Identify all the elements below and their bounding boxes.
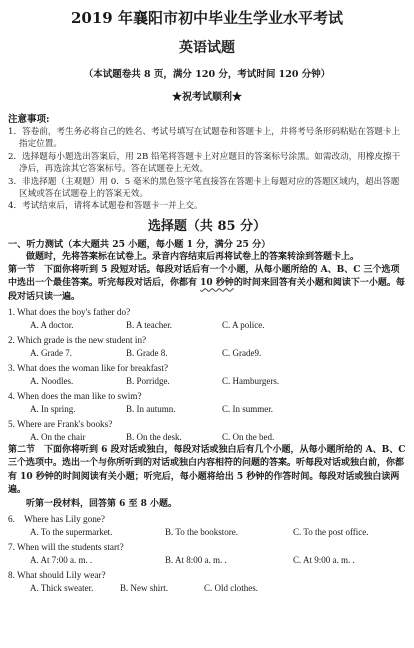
option-a: A. Thick sweater.	[30, 582, 94, 593]
question-2: 2. Which grade is the new student in?	[8, 335, 147, 346]
option-a: A. At 7:00 a. m. .	[30, 554, 93, 565]
question-3: 3. What does the woman like for breakfast?	[8, 363, 169, 374]
option-c: C. At 9:00 a. m. .	[293, 554, 355, 565]
attention-item: 3．非选择题（主观题）用 0．5 毫米的黑色签字笔直接答在答题卡上每题对应的答题区域内，超出答题区域或答在试题卷上的答案无效。	[8, 176, 400, 200]
question-1: 1. What does the boy's father do?	[8, 307, 131, 318]
good-luck-line: ★祝考试顺利★	[172, 92, 242, 103]
option-b: B. Grade 8.	[126, 348, 168, 359]
option-b: B. To the bookstore.	[165, 526, 238, 537]
option-c: C. Old clothes.	[204, 582, 258, 593]
question-7: 7. When will the students start?	[8, 541, 124, 552]
options-6	[8, 526, 406, 539]
question-4: 4. When does the man like to swim?	[8, 391, 142, 402]
listening-instruction: 做题时，先将答案标在试卷上。录音内容结束后再将试卷上的答案转涂到答题卡上。	[26, 251, 360, 262]
section1-heading-post: 的时间来回答有关小题和阅读下一小题。每段对话只读一遍。	[8, 278, 405, 302]
option-b: B. A teacher.	[126, 320, 172, 331]
attention-list	[8, 126, 406, 213]
section2-heading: 第二节 下面你将听到 6 段对话或独白，每段对话或独白后有几个小题，从每小题所给的 A、B、C 三个选项中。选出一个与你所听到的对话或独白内容相符的问题的答案。听每段对话或独白前，你都有 10 秒钟的时间阅读有关小题；听完后，每小题将给出 5 秒钟的作答时间。每段对话或独白读两遍。	[8, 445, 406, 496]
option-a: A. On the chair	[30, 432, 86, 443]
exam-title: 2019 年襄阳市初中毕业生学业水平考试	[71, 9, 343, 27]
listening-heading: 一、听力测试（本大题共 25 小题，每小题 1 分，满分 25 分）	[8, 238, 271, 250]
option-c: C. In summer.	[222, 404, 273, 415]
question-6: 6. Where has Lily gone?	[8, 513, 105, 524]
section1-heading-emphasis: 10 秒钟	[200, 278, 234, 289]
option-a: A. In spring.	[30, 404, 76, 415]
attention-item: 1．答卷前，考生务必将自己的姓名、考试号填写在试题卷和答题卡上，并将考号条形码粘贴在答题卡上指定位置。	[8, 127, 401, 150]
options-8	[8, 582, 406, 595]
option-a: A. To the supermarket.	[30, 526, 113, 537]
options-3	[8, 375, 406, 388]
section2-subheading: 听第一段材料，回答第 6 至 8 小题。	[26, 498, 178, 509]
question-8: 8. What should Lily wear?	[8, 569, 106, 580]
question-group-1	[8, 306, 406, 444]
option-a: A. Grade 7.	[30, 348, 72, 359]
exam-note: （本试题卷共 8 页，满分 120 分，考试时间 120 分钟）	[83, 69, 331, 80]
options-2	[8, 347, 406, 360]
option-a: A. A doctor.	[30, 320, 74, 331]
option-b: B. New shirt.	[120, 582, 168, 593]
attention-item: 4．考试结束后，请将本试题卷和答题卡一并上交。	[8, 201, 203, 212]
option-c: C. To the post office.	[293, 526, 369, 537]
option-c: C. Grade9.	[222, 348, 262, 359]
attention-heading: 注意事项:	[8, 114, 50, 125]
option-a: A. Noodles.	[30, 376, 74, 387]
option-b: B. In autumn.	[126, 404, 176, 415]
option-b: B. At 8:00 a. m. .	[165, 554, 227, 565]
option-c: C. A police.	[222, 320, 265, 331]
section-title: 选择题（共 85 分）	[147, 218, 267, 234]
section1-heading-pre: 第一节 下面你将听到 5 段短对话。每段对话后有一个小题，从每小题所给的 A、B、C 三个选项中选出一个最佳答案。听完每段对话后，你都有	[8, 264, 400, 289]
options-4	[8, 403, 406, 416]
options-1	[8, 319, 406, 332]
options-5	[8, 431, 406, 444]
question-group-2	[8, 513, 406, 595]
option-b: B. Porridge.	[126, 376, 170, 387]
options-7	[8, 554, 406, 567]
section1-heading	[8, 264, 406, 304]
question-5: 5. Where are Frank's books?	[8, 419, 113, 430]
option-c: C. On the bed.	[222, 432, 275, 443]
option-c: C. Hamburgers.	[222, 376, 280, 387]
attention-item: 2．选择题每小题选出答案后，用 2B 铅笔将答题卡上对应题目的答案标号涂黑。如需改动，用橡皮擦干净后，再选涂其它答案标号。答在试题卷上无效。	[8, 151, 401, 175]
exam-subtitle: 英语试题	[179, 40, 235, 56]
option-b: B. On the desk.	[126, 432, 182, 443]
